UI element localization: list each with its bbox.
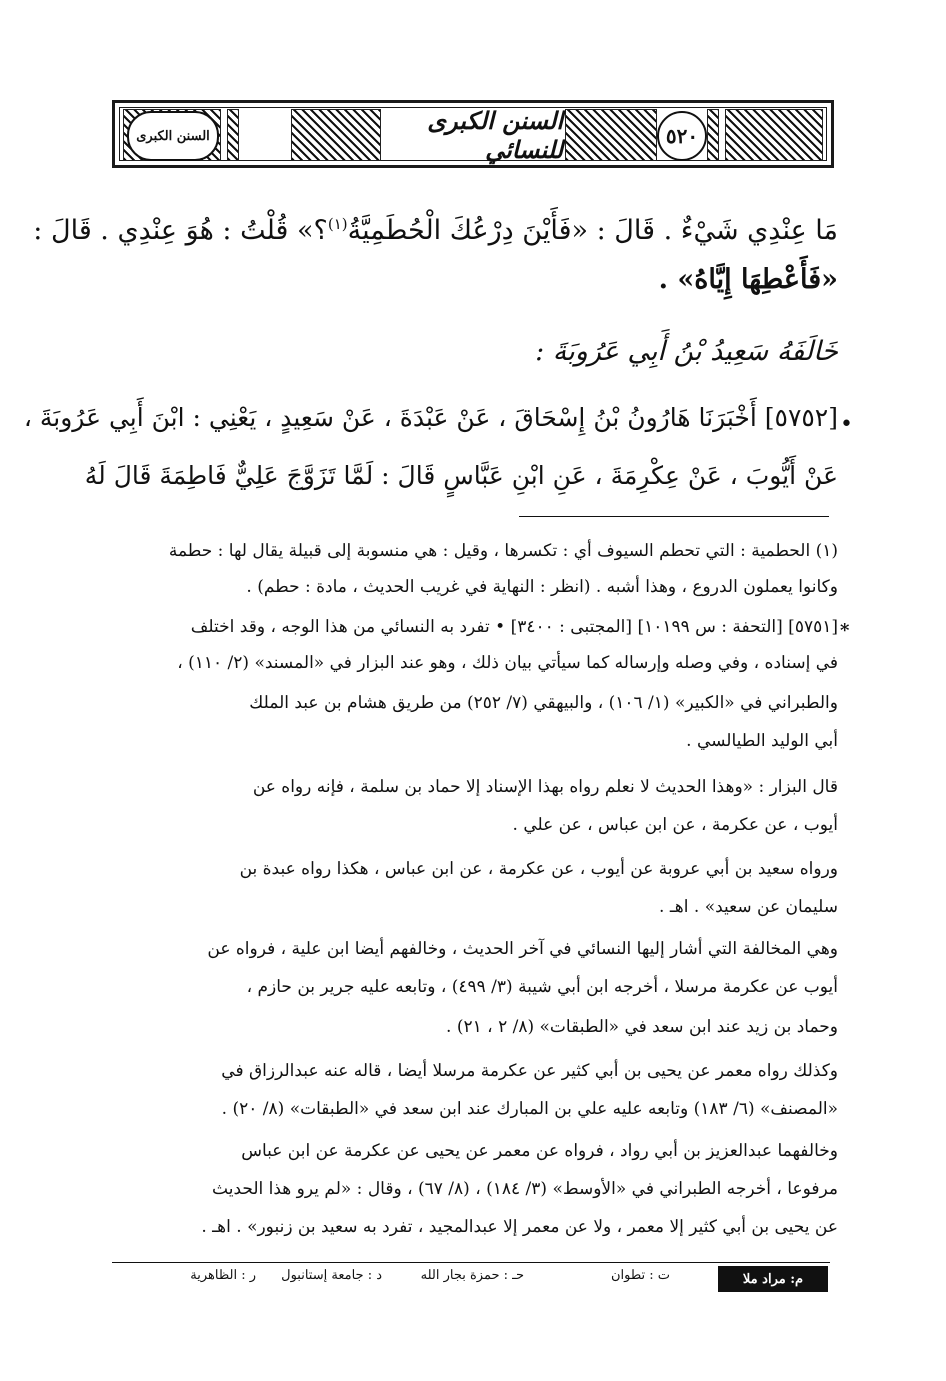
ornament-band-left — [291, 109, 381, 161]
footnote-line: أيوب عن عكرمة مرسلا ، أخرجه ابن أبي شيبة (٣/ ٤٩٩) ، وتابعه عليه جرير بن حازم ، — [246, 977, 838, 997]
footnote-line: مرفوعا ، أخرجه الطبراني في «الأوسط» (٣/ ١٨٤) ، (٨/ ٦٧) ، وقال : «لم يرو هذا الحديث — [212, 1179, 838, 1199]
footnote-line: وكذلك رواه معمر عن يحيى بن أبي كثير عن عكرمة مرسلا أيضا ، قاله عنه عبدالرزاق في — [221, 1061, 838, 1081]
main-line-1-text: مَا عِنْدِي شَيْءٌ . قَالَ : «فَأَيْنَ دِرْعُكَ الْحُطَمِيَّةُ — [347, 215, 838, 246]
main-line-1 — [33, 204, 838, 251]
book-logo: السنن الكبرى — [127, 111, 219, 161]
footnote-line: وخالفهما عبدالعزيز بن أبي رواد ، فرواه عن معمر عن يحيى عن عكرمة عن ابن عباس — [241, 1141, 838, 1161]
footnote-line: سليمان عن سعيد» . اهـ . — [659, 897, 838, 917]
footer-rule — [112, 1262, 830, 1263]
footnote-line: «المصنف» (٦/ ١٨٣) وتابعه عليه علي بن المبارك عند ابن سعد في «الطبقات» (٨/ ٢٠) . — [221, 1099, 838, 1119]
footnote-line: والطبراني في «الكبير» (١/ ١٠٦) ، والبيهقي (٧/ ٢٥٢) من طريق هشام بن عبد الملك — [249, 693, 838, 713]
footnote-line: في إسناده ، وفي وصله وإرساله كما سيأتي بيان ذلك ، وهو عند البزار في «المسند» (٢/ ١١٠) ، — [177, 653, 838, 673]
ornament-knot-right — [707, 109, 719, 161]
bullet-icon: • — [840, 412, 853, 437]
footnote-line: قال البزار : «وهذا الحديث لا نعلم رواه بهذا الإسناد إلا حماد بن سلمة ، فإنه رواه عن — [252, 777, 838, 797]
footnote-line: (١) الحطمية : التي تحطم السيوف أي : تكسرها ، وقيل : هي منسوبة إلى قبيلة يقال لها : حطمة — [168, 541, 838, 561]
footnote-line: وكانوا يعملون الدروع ، وهذا أشبه . (انظر : النهاية في غريب الحديث ، مادة : حطم) . — [246, 577, 838, 597]
asterisk-icon: * — [840, 620, 850, 641]
main-line-4: [٥٧٥٢] أَخْبَرَنَا هَارُونُ بْنُ إِسْحَاقَ ، عَنْ عَبْدَةَ ، عَنْ سَعِيدٍ ، يَعْنِي : ابْنَ أَبِي عَرُوبَةَ ، — [23, 403, 838, 432]
ornament-right — [725, 109, 823, 161]
footer-source-d: د : جامعة إستانبول — [281, 1268, 382, 1283]
ornament-knot-left — [227, 109, 239, 161]
footnote-line: عن يحيى بن أبي كثير إلا معمر ، ولا عن معمر إلا عبدالمجيد ، تفرد به سعيد بن زنبور» . اهـ . — [201, 1217, 838, 1237]
main-line-5: عَنْ أَيُّوبَ ، عَنْ عِكْرِمَةَ ، عَنِ ابْنِ عَبَّاسٍ قَالَ : لَمَّا تَزَوَّجَ عَلِيٌّ فَاطِمَةَ قَالَ لَهُ — [84, 461, 838, 490]
page-header — [112, 100, 834, 168]
footnote-ref: (١) — [327, 215, 348, 233]
footnote-line: وحماد بن زيد عند ابن سعد في «الطبقات» (٨/ ٢ ، ٢١) . — [446, 1017, 838, 1037]
footnote-line: ورواه سعيد بن أبي عروبة عن أيوب ، عن عكرمة ، عن ابن عباس ، هكذا رواه عبدة بن — [239, 859, 838, 879]
main-line-2: «فَأَعْطِهَا إِيَّاهُ» . — [658, 264, 838, 295]
footnote-divider — [519, 516, 829, 517]
manuscript-badge: م: مراد ملا — [718, 1266, 828, 1292]
footnote-line: وهي المخالفة التي أشار إليها النسائي في آخر الحديث ، وخالفهم أيضا ابن علية ، فرواه عن — [207, 939, 838, 959]
ornament-band-right — [565, 109, 657, 161]
footnote-line: أيوب ، عن عكرمة ، عن ابن عباس ، عن علي . — [512, 815, 838, 835]
footer-source-t: ت : تطوان — [610, 1268, 670, 1283]
footnote-line: أبي الوليد الطيالسي . — [686, 731, 838, 751]
page-number: ٥٢٠ — [657, 111, 707, 161]
section-heading: خَالَفَهُ سَعِيدُ بْنُ أَبِي عَرُوبَةَ : — [535, 336, 838, 367]
main-line-1-end: ؟» قُلْتُ : هُوَ عِنْدِي . قَالَ : — [33, 215, 328, 246]
page-title: السنن الكبرى للنسائي — [383, 113, 563, 157]
footnote-line: [٥٧٥١] [التحفة : س ١٠١٩٩] [المجتبى : ٣٤٠٠] • تفرد به النسائي من هذا الوجه ، وقد اختلف — [190, 617, 838, 637]
footer-source-h: حـ : حمزة بجار الله — [420, 1268, 524, 1283]
footer-source-r: ر : الظاهرية — [190, 1268, 256, 1283]
